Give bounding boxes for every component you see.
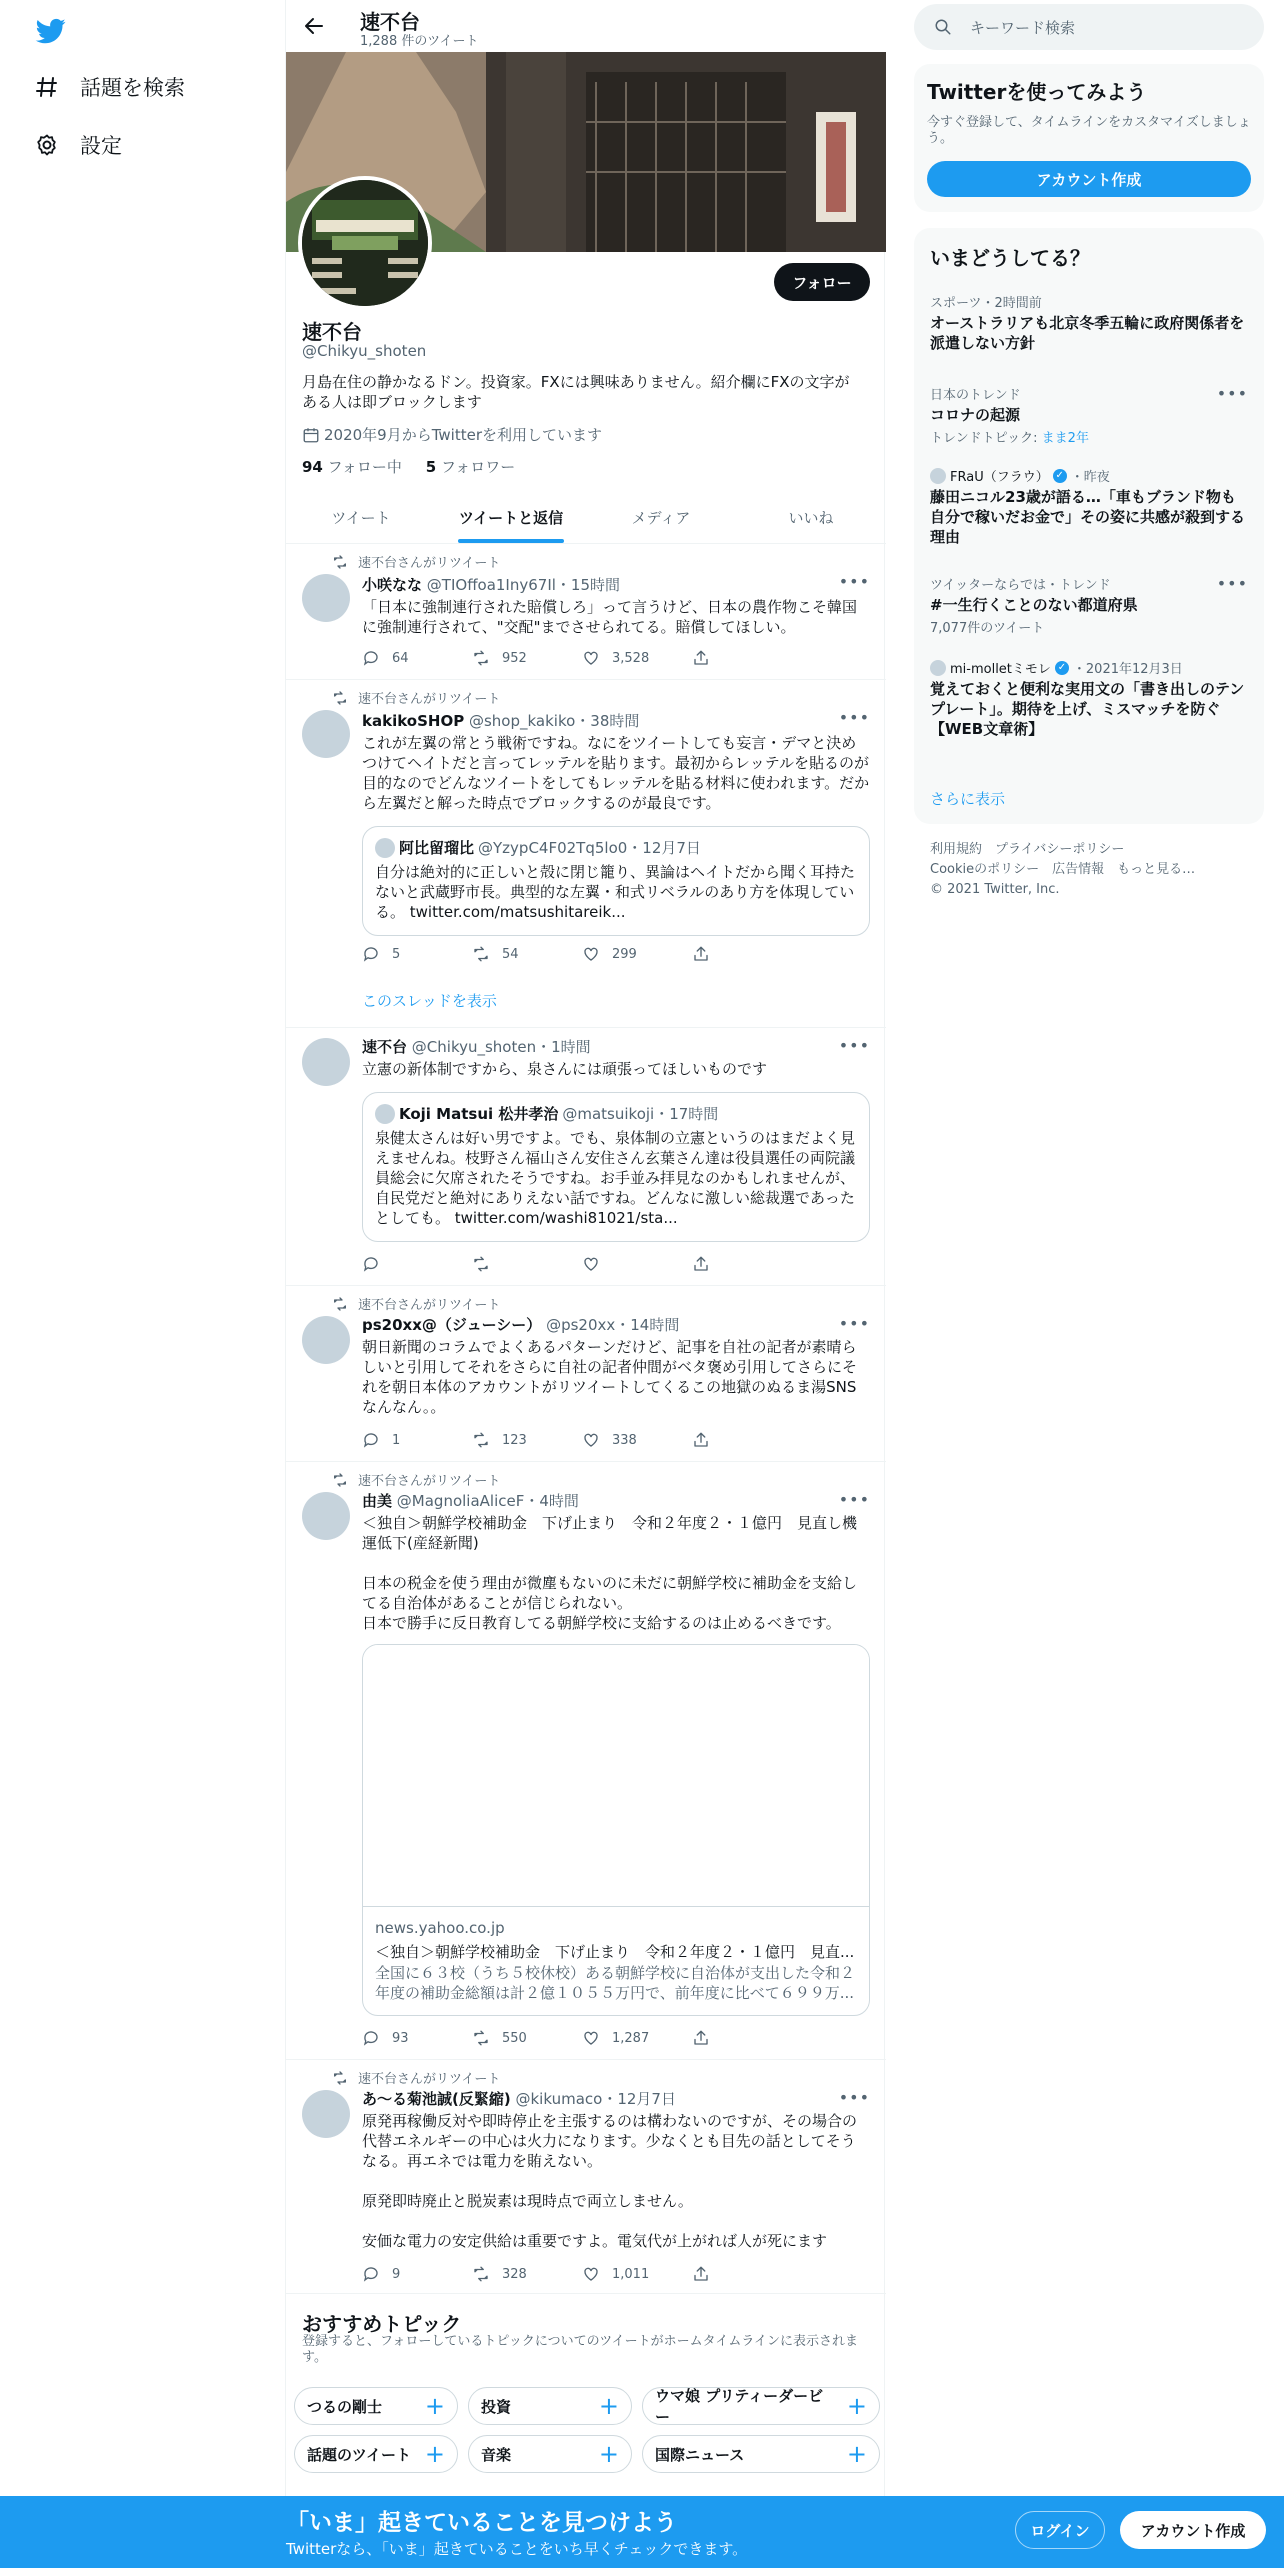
share-button[interactable]	[692, 1430, 802, 1450]
reply-count: 9	[392, 2266, 401, 2282]
profile-column	[285, 0, 885, 2568]
source-meta: ・2021年12月3日	[1072, 662, 1183, 677]
profile-bio: 月島在住の静かなるドン。投資家。FXには興味ありません。紹介欄にFXの文字がある人は即ブロックします	[302, 373, 850, 411]
nav-settings-label: 設定	[80, 134, 122, 158]
reply-icon	[362, 649, 380, 667]
search-placeholder: キーワード検索	[970, 18, 1076, 37]
nav-explore[interactable]	[34, 67, 185, 107]
tweet-text: 朝日新聞のコラムでよくあるパターンだけど、記事を自社の記者が素晴らしいと引用してそれをさらに自社の記者仲間がベタ褒め引用してさらにそれを朝日本体のアカウントがリツイートしてくるこの地獄のぬるま湯SNSなんなん。。	[362, 1338, 858, 1416]
trend-title: #一生行くことのない都道府県	[930, 596, 1138, 614]
topic-chip-label: 話題のツイート	[307, 2445, 411, 2464]
topic-chip[interactable]	[468, 2387, 632, 2425]
share-button[interactable]	[692, 2028, 802, 2048]
heart-icon	[582, 649, 600, 667]
quoted-tweet[interactable]	[362, 1092, 870, 1242]
retweet-icon	[332, 2070, 348, 2086]
reply-button[interactable]	[362, 1254, 472, 1274]
share-icon	[692, 2265, 710, 2283]
like-button[interactable]	[582, 1254, 692, 1274]
reply-button[interactable]	[362, 1430, 472, 1450]
author-name[interactable]: kakikoSHOP	[362, 712, 465, 730]
tweet-actions	[362, 1430, 802, 1450]
tweet[interactable]	[286, 1462, 886, 2060]
avatar-image	[302, 180, 428, 306]
more-icon[interactable]: •••	[838, 2088, 870, 2107]
share-icon	[692, 1431, 710, 1449]
avatar[interactable]	[302, 1038, 350, 1086]
trend-context: 日本のトレンド	[930, 388, 1021, 403]
like-count: 1,287	[612, 2030, 650, 2046]
header-tweet-count: 1,288 件のツイート	[360, 34, 479, 49]
avatar[interactable]	[302, 2090, 350, 2138]
trends-box	[914, 228, 1264, 824]
follow-button[interactable]: フォロー	[774, 263, 870, 301]
reply-count: 93	[392, 2030, 409, 2046]
retweet-context	[332, 1470, 500, 1489]
retweet-context-text: 速不台さんがリツイート	[358, 2072, 501, 2087]
quoted-author-name: Koji Matsui 松井孝治	[399, 1105, 559, 1123]
prompt-subtitle: Twitterなら、「いま」起きていることをいち早くチェックできます。	[286, 2540, 748, 2558]
trend-title: オーストラリアも北京冬季五輪に政府関係者を派遣しない方針	[930, 314, 1245, 352]
retweet-count: 54	[502, 946, 519, 962]
link-card-title: ＜独自＞朝鮮学校補助金 下げ止まり 令和２年度２・１億円 見直...	[375, 1943, 855, 1961]
more-icon[interactable]: •••	[838, 1036, 870, 1055]
footer-line[interactable]: Cookieのポリシー 広告情報 もっと見る…	[930, 862, 1196, 877]
tab-tweets[interactable]: ツイート	[331, 509, 391, 527]
trend-context: ツイッターならでは・トレンド	[930, 578, 1111, 593]
tweet-actions	[362, 944, 802, 964]
tweet[interactable]	[286, 1028, 886, 1286]
link-card-description: 全国に６３校（うち５校休校）ある朝鮮学校に自治体が支出した令和２年度の補助金総額は計２億１０５５万円で、前年度に比べて６９９万...	[375, 1964, 856, 2002]
nav-explore-label: 話題を検索	[80, 76, 185, 100]
retweet-context-text: 速不台さんがリツイート	[358, 1474, 501, 1489]
following-count: 94	[302, 458, 323, 476]
tab-tweets-and-replies[interactable]: ツイートと返信	[436, 492, 586, 543]
author-meta: @TIOffoa1Iny67Il・15時間	[426, 576, 621, 594]
signup-button[interactable]: アカウント作成	[1120, 2511, 1266, 2549]
retweet-context-text: 速不台さんがリツイート	[358, 556, 501, 571]
retweet-icon	[472, 1431, 490, 1449]
source-name: FRaU（フラウ）	[950, 470, 1049, 485]
tweet[interactable]	[286, 544, 886, 680]
tweet-text: ＜独自＞朝鮮学校補助金 下げ止まり 令和２年度２・１億円 見直し機運低下(産経新聞) 日本の税金を使う理由が微塵もないのに未だに朝鮮学校に補助金を支給してる自治体があることが信じられない。 日本で勝手に反日教育してる朝鮮学校に支給するのは止めるべきです。	[362, 1514, 858, 1632]
topic-chip[interactable]	[642, 2387, 880, 2425]
author-name[interactable]: あ〜る菊池誠(反緊縮)	[362, 2090, 511, 2108]
trend-context: スポーツ・2時間前	[930, 296, 1042, 311]
quoted-tweet[interactable]	[362, 826, 870, 936]
calendar-icon	[302, 426, 320, 444]
footer-line[interactable]: 利用規約 プライバシーポリシー	[930, 842, 1125, 857]
author-meta: @ps20xx・14時間	[546, 1316, 680, 1334]
more-icon[interactable]: •••	[838, 708, 870, 727]
plus-icon[interactable]: +	[846, 2440, 867, 2468]
trend-subtitle-prefix: トレンドトピック:	[930, 431, 1042, 446]
plus-icon[interactable]: +	[598, 2440, 619, 2468]
retweet-count: 123	[502, 1432, 527, 1448]
retweet-button[interactable]	[472, 648, 582, 668]
retweet-icon	[472, 1255, 490, 1273]
author-meta: @Chikyu_shoten・1時間	[411, 1038, 591, 1056]
profile-tabs	[286, 492, 886, 544]
quoted-text: 泉健太さんは好い男ですよ。でも、泉体制の立憲というのはまだよく見えませんね。枝野さん福山さん安住さん玄葉さん達は役員選任の両院議員総会に欠席されたそうですね。お手並み拝見なのかもしれませんが、自民党だと絶対にありえない話ですね。どんなに激しい総裁選であったとしても。 twitter.com/washi81021/sta...	[375, 1129, 856, 1227]
verified-badge-icon: ✓	[1055, 661, 1069, 675]
link-card[interactable]	[362, 1644, 870, 2016]
gear-icon	[34, 132, 60, 158]
topics-title: おすすめトピック	[302, 2312, 462, 2336]
avatar[interactable]	[302, 710, 350, 758]
trend-topic-link[interactable]: まま2年	[1041, 431, 1089, 446]
show-thread-link[interactable]: このスレッドを表示	[362, 992, 497, 1010]
retweet-button[interactable]	[472, 1254, 582, 1274]
topic-chip[interactable]	[642, 2435, 880, 2473]
header-profile-name: 速不台	[360, 10, 420, 34]
like-count: 3,528	[612, 650, 650, 666]
link-card-image	[363, 1645, 869, 1907]
login-button[interactable]: ログイン	[1015, 2511, 1105, 2549]
share-button[interactable]	[692, 648, 802, 668]
plus-icon[interactable]: +	[424, 2440, 445, 2468]
avatar[interactable]	[302, 1316, 350, 1364]
reply-count: 1	[392, 1432, 401, 1448]
share-icon	[692, 945, 710, 963]
hashtag-icon	[34, 74, 60, 100]
share-button[interactable]	[692, 1254, 802, 1274]
nav-settings[interactable]	[34, 125, 122, 165]
like-button[interactable]	[582, 2028, 692, 2048]
trend-source	[930, 466, 1248, 485]
author-meta: @MagnoliaAliceF・4時間	[396, 1492, 579, 1510]
trend-item[interactable]	[930, 574, 1248, 636]
show-more-link[interactable]: さらに表示	[930, 790, 1006, 808]
like-count: 299	[612, 946, 637, 962]
create-account-button[interactable]: アカウント作成	[927, 161, 1251, 197]
reply-button[interactable]	[362, 648, 472, 668]
like-count: 338	[612, 1432, 637, 1448]
retweet-count: 952	[502, 650, 527, 666]
topic-chip-label: 投資	[481, 2397, 512, 2416]
like-button[interactable]	[582, 1430, 692, 1450]
profile-handle: @Chikyu_shoten	[302, 342, 427, 360]
followers-count: 5	[425, 458, 437, 476]
signup-title: Twitterを使ってみよう	[927, 80, 1147, 104]
topic-chip[interactable]	[294, 2435, 458, 2473]
more-icon[interactable]: •••	[1216, 574, 1248, 593]
author-meta: @kikumaco・12月7日	[515, 2090, 676, 2108]
profile-joined	[302, 424, 602, 445]
source-meta: ・昨夜	[1070, 470, 1110, 485]
tab-media[interactable]: メディア	[631, 509, 691, 527]
source-name: mi-molletミモレ	[950, 662, 1051, 677]
copyright: © 2021 Twitter, Inc.	[930, 882, 1060, 897]
following-link[interactable]	[302, 458, 402, 476]
verified-badge-icon: ✓	[1053, 469, 1067, 483]
share-button[interactable]	[692, 2264, 802, 2284]
plus-icon[interactable]: +	[598, 2392, 619, 2420]
footer-links	[930, 840, 1250, 900]
reply-count: 64	[392, 650, 409, 666]
tweet-actions	[362, 2264, 802, 2284]
share-icon	[692, 649, 710, 667]
plus-icon[interactable]: +	[846, 2392, 867, 2420]
retweet-context	[332, 2068, 500, 2087]
like-button[interactable]	[582, 648, 692, 668]
heart-icon	[582, 1431, 600, 1449]
retweet-icon	[472, 945, 490, 963]
retweet-icon	[332, 554, 348, 570]
retweet-icon	[472, 2029, 490, 2047]
left-navigation	[0, 0, 284, 2568]
reply-icon	[362, 1431, 380, 1449]
reply-button[interactable]	[362, 2264, 472, 2284]
signup-prompt-bar	[0, 2496, 1284, 2568]
following-label: フォロー中	[327, 458, 402, 476]
reply-icon	[362, 2029, 380, 2047]
share-icon	[692, 1255, 710, 1273]
topic-chip-label: 国際ニュース	[655, 2445, 745, 2464]
author-meta: @shop_kakiko・38時間	[468, 712, 640, 730]
retweet-context	[332, 1294, 500, 1313]
tweet-actions	[362, 1254, 802, 1274]
more-icon[interactable]: •••	[1216, 384, 1248, 403]
retweet-icon	[472, 649, 490, 667]
author-name[interactable]: ps20xx@（ジューシー）	[362, 1316, 542, 1334]
quoted-author-name: 阿比留瑠比	[399, 839, 475, 857]
source-avatar	[930, 660, 946, 676]
trends-title: いまどうしてる？	[930, 246, 1090, 270]
retweet-count: 550	[502, 2030, 527, 2046]
topic-chip[interactable]	[294, 2387, 458, 2425]
like-button[interactable]	[582, 2264, 692, 2284]
tweet-actions	[362, 2028, 802, 2048]
topic-chip-label: 音楽	[481, 2445, 512, 2464]
reply-button[interactable]	[362, 944, 472, 964]
retweet-count: 328	[502, 2266, 527, 2282]
retweet-icon	[472, 2265, 490, 2283]
heart-icon	[582, 1255, 600, 1273]
quoted-avatar	[375, 1104, 395, 1124]
profile-header-bar	[286, 0, 886, 52]
tweet-text: 原発再稼働反対や即時停止を主張するのは構わないのですが、その場合の代替エネルギーの中心は火力になります。少なくとも目先の話としてそうなる。再エネでは電力を賄えない。 原発即時廃止と脱炭素は現時点で両立しません。 安価な電力の安定供給は重要ですよ。電気代が上がれば人が死にます	[362, 2112, 858, 2250]
trend-title: コロナの起源	[930, 406, 1021, 424]
like-button[interactable]	[582, 944, 692, 964]
followers-link[interactable]	[426, 458, 515, 476]
trend-title: 藤田ニコル23歳が語る…「車もブランド物も自分で稼いだお金で」その姿に共感が殺到する理由	[930, 488, 1246, 546]
reply-button[interactable]	[362, 2028, 472, 2048]
retweet-button[interactable]	[472, 2028, 582, 2048]
quoted-author-meta: @YzypC4F02Tq5lo0・12月7日	[478, 839, 701, 857]
trend-item[interactable]	[930, 658, 1248, 739]
search-input[interactable]	[914, 4, 1264, 50]
avatar[interactable]	[302, 574, 350, 622]
trend-subtitle: 7,077件のツイート	[930, 621, 1045, 636]
retweet-button[interactable]	[472, 2264, 582, 2284]
retweet-icon	[332, 1296, 348, 1312]
topics-subtitle: 登録すると、フォローしているトピックについてのツイートがホームタイムラインに表示されます。	[302, 2334, 859, 2365]
retweet-context-text: 速不台さんがリツイート	[358, 692, 501, 707]
profile-joined-text: 2020年9月からTwitterを利用しています	[324, 426, 602, 444]
more-icon[interactable]: •••	[838, 572, 870, 591]
reply-icon	[362, 2265, 380, 2283]
retweet-context	[332, 688, 500, 707]
reply-icon	[362, 945, 380, 963]
author-name[interactable]: 速不台	[362, 1038, 408, 1056]
profile-avatar[interactable]	[298, 176, 432, 310]
link-card-domain: news.yahoo.co.jp	[375, 1919, 505, 1937]
retweet-icon	[332, 690, 348, 706]
tab-likes[interactable]: いいね	[788, 509, 834, 527]
trend-item[interactable]	[930, 466, 1248, 547]
plus-icon[interactable]: +	[424, 2392, 445, 2420]
avatar[interactable]	[302, 1492, 350, 1540]
retweet-context-text: 速不台さんがリツイート	[358, 1298, 501, 1313]
author-name[interactable]: 小咲なな	[362, 576, 423, 594]
tweet-actions	[362, 648, 802, 668]
source-avatar	[930, 468, 946, 484]
trend-title: 覚えておくと便利な実用文の「書き出しのテンプレート」。期待を上げ、ミスマッチを防ぐ【WEB文章術】	[930, 680, 1245, 738]
profile-follow-stats	[302, 456, 515, 477]
like-count: 1,011	[612, 2266, 650, 2282]
signup-box	[914, 64, 1264, 212]
trend-item[interactable]	[930, 384, 1248, 446]
tweet-text: 「日本に強制連行された賠償しろ」って言うけど、日本の農作物こそ韓国に強制連行されて、"交配"までさせられてる。賠償してほしい。	[362, 598, 858, 636]
topic-chip-label: ウマ娘 プリティーダービー	[655, 2387, 824, 2426]
author-name[interactable]: 由美	[362, 1492, 393, 1510]
quoted-author-meta: @matsuikoji・17時間	[562, 1105, 719, 1123]
retweet-button[interactable]	[472, 1430, 582, 1450]
retweet-icon	[332, 1472, 348, 1488]
heart-icon	[582, 2265, 600, 2283]
reply-icon	[362, 1255, 380, 1273]
tweet-text: これが左翼の常とう戦術ですね。なにをツイートしても妄言・デマと決めつけてヘイトだと言ってレッテルを貼ります。最初からレッテルを貼るのが目的なのでどんなツイートをしてもレッテルを貼る材料に使われます。だから左翼だと解った時点でブロックするのが最良です。	[362, 734, 870, 812]
search-icon	[934, 18, 952, 36]
twitter-logo-icon[interactable]	[34, 16, 68, 46]
quoted-text: 自分は絶対的に正しいと殻に閉じ籠り、異論はヘイトだから聞く耳持たないと武蔵野市長。典型的な左翼・和式リベラルのあり方を体現している。 twitter.com/matsushitareik...	[375, 863, 856, 921]
share-button[interactable]	[692, 944, 802, 964]
reply-count: 5	[392, 946, 401, 962]
trend-source	[930, 658, 1248, 677]
topic-chip[interactable]	[468, 2435, 632, 2473]
more-icon[interactable]: •••	[838, 1490, 870, 1509]
topic-chip-label: つるの剛士	[307, 2397, 383, 2416]
heart-icon	[582, 945, 600, 963]
retweet-button[interactable]	[472, 944, 582, 964]
tweet[interactable]	[286, 2060, 886, 2294]
tweet[interactable]	[286, 680, 886, 1028]
more-icon[interactable]: •••	[838, 1314, 870, 1333]
followers-label: フォロワー	[440, 458, 516, 476]
retweet-context	[332, 552, 500, 571]
trend-item[interactable]	[930, 292, 1248, 353]
heart-icon	[582, 2029, 600, 2047]
profile-name: 速不台	[302, 320, 362, 344]
back-arrow-icon[interactable]	[302, 14, 326, 38]
tweet[interactable]	[286, 1286, 886, 1462]
signup-subtitle: 今すぐ登録して、タイムラインをカスタマイズしましょう。	[927, 115, 1251, 146]
prompt-title: 「いま」起きていることを見つけよう	[286, 2510, 677, 2536]
quoted-avatar	[375, 838, 395, 858]
share-icon	[692, 2029, 710, 2047]
tweet-text: 立憲の新体制ですから、泉さんには頑張ってほしいものです	[362, 1060, 768, 1078]
trend-subtitle	[930, 427, 1248, 446]
